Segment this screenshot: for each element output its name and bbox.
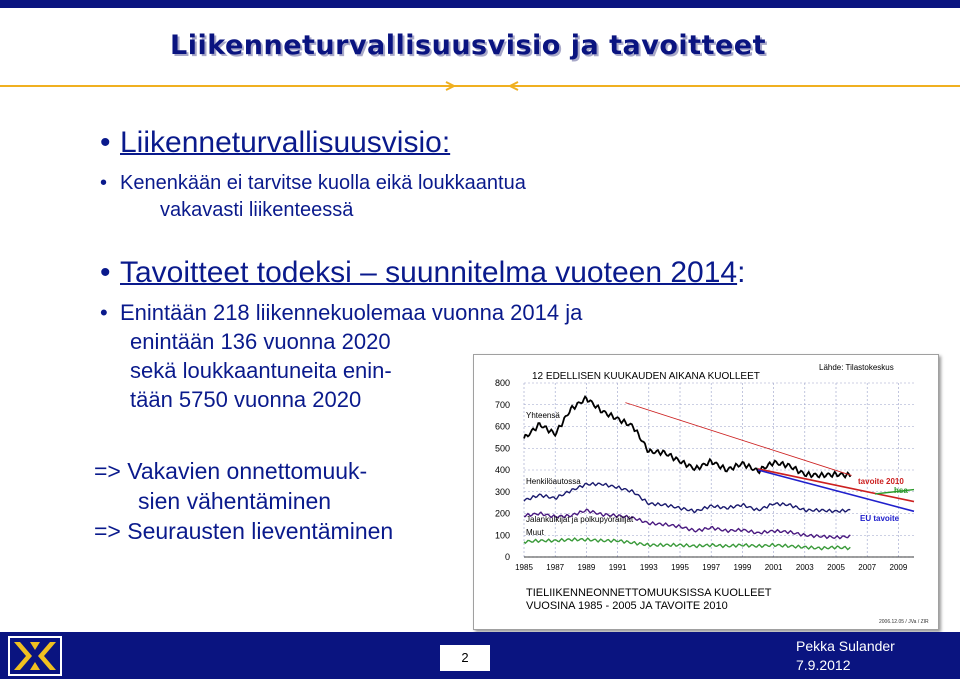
goals-text: • Enintään 218 liikennekuolemaa vuonna 2014 ja enintään 136 vuonna 2020 sekä loukkaantuneita enin- tään 5750 vuonna 2020	[100, 300, 583, 412]
author-info	[796, 637, 895, 675]
series-line-1	[524, 397, 850, 478]
x-tick-label: 1999	[733, 563, 752, 572]
chart-series	[524, 397, 850, 550]
x-tick-label: 1989	[577, 563, 596, 572]
slide-date: 7.9.2012	[796, 657, 851, 673]
title-rule	[0, 80, 960, 92]
author-name: Pekka Sulander	[796, 638, 895, 654]
chart-note: 2006.12.05 / JVa / ZIR	[879, 619, 929, 625]
chart-title: 12 EDELLISEN KUUKAUDEN AIKANA KUOLLEET	[532, 371, 760, 382]
label-ped: Jalankulkijat ja polkupyöräilijät	[526, 515, 634, 524]
x-tick-label: 1997	[702, 563, 721, 572]
top-bar	[0, 0, 960, 8]
y-tick-label: 600	[494, 421, 510, 432]
y-tick-label: 700	[494, 399, 510, 410]
x-tick-label: 1995	[671, 563, 689, 572]
x-tick-label: 2009	[889, 563, 908, 572]
y-tick-label: 100	[494, 530, 510, 541]
label-eu: EU tavoite	[860, 514, 900, 523]
x-tick-label: 2007	[858, 563, 877, 572]
chart-caption-2: VUOSINA 1985 - 2005 JA TAVOITE 2010	[526, 600, 728, 612]
goals-heading: • Tavoitteet todeksi – suunnitelma vuoteen 2014:	[100, 256, 746, 289]
label-hsa: hsa	[894, 486, 908, 495]
label-total: Yhteensä	[526, 411, 560, 420]
x-tick-label: 2003	[795, 563, 814, 572]
chart-grid	[524, 383, 914, 557]
x-axis-ticks	[515, 563, 908, 572]
chart-caption-1: TIELIIKENNEONNETTOMUUKSISSA KUOLLEET	[526, 587, 772, 599]
y-axis-ticks	[495, 378, 510, 562]
y-tick-label: 400	[494, 465, 510, 475]
chart-svg	[474, 355, 940, 631]
y-tick-label: 0	[504, 552, 510, 562]
x-tick-label: 1987	[546, 563, 565, 572]
x-tick-label: 1993	[639, 563, 658, 572]
label-other: Muut	[526, 528, 544, 537]
y-tick-label: 300	[494, 486, 510, 497]
y-tick-label: 800	[494, 378, 510, 388]
x-tick-label: 1985	[515, 563, 533, 572]
reference-line-1	[625, 403, 851, 476]
label-cars: Henkilöautossa	[526, 477, 581, 486]
y-tick-label: 500	[494, 443, 510, 454]
y-tick-label: 200	[494, 508, 510, 519]
vision-heading: • Liikenneturvallisuusvisio:	[100, 126, 451, 159]
reference-lines	[625, 403, 914, 512]
finnish-road-administration-logo	[8, 636, 62, 676]
slide-title: Liikenneturvallisuusvisio ja tavoitteet	[170, 30, 767, 61]
series-line-4	[524, 538, 850, 550]
x-tick-label: 2005	[827, 563, 845, 572]
page-number: 2	[440, 645, 490, 671]
label-target: tavoite 2010	[858, 477, 904, 486]
series-line-2	[524, 483, 850, 513]
fatalities-chart	[473, 354, 939, 630]
vision-text: • Kenenkään ei tarvitse kuolla eikä loukkaantua vakavasti liikenteessä	[100, 172, 526, 221]
x-tick-label: 1991	[608, 563, 627, 572]
measures-text: => Vakavien onnettomuuk- sien vähentäminen => Seurausten lieventäminen	[94, 458, 394, 544]
x-tick-label: 2001	[764, 563, 783, 572]
chart-source: Lähde: Tilastokeskus	[819, 363, 894, 372]
